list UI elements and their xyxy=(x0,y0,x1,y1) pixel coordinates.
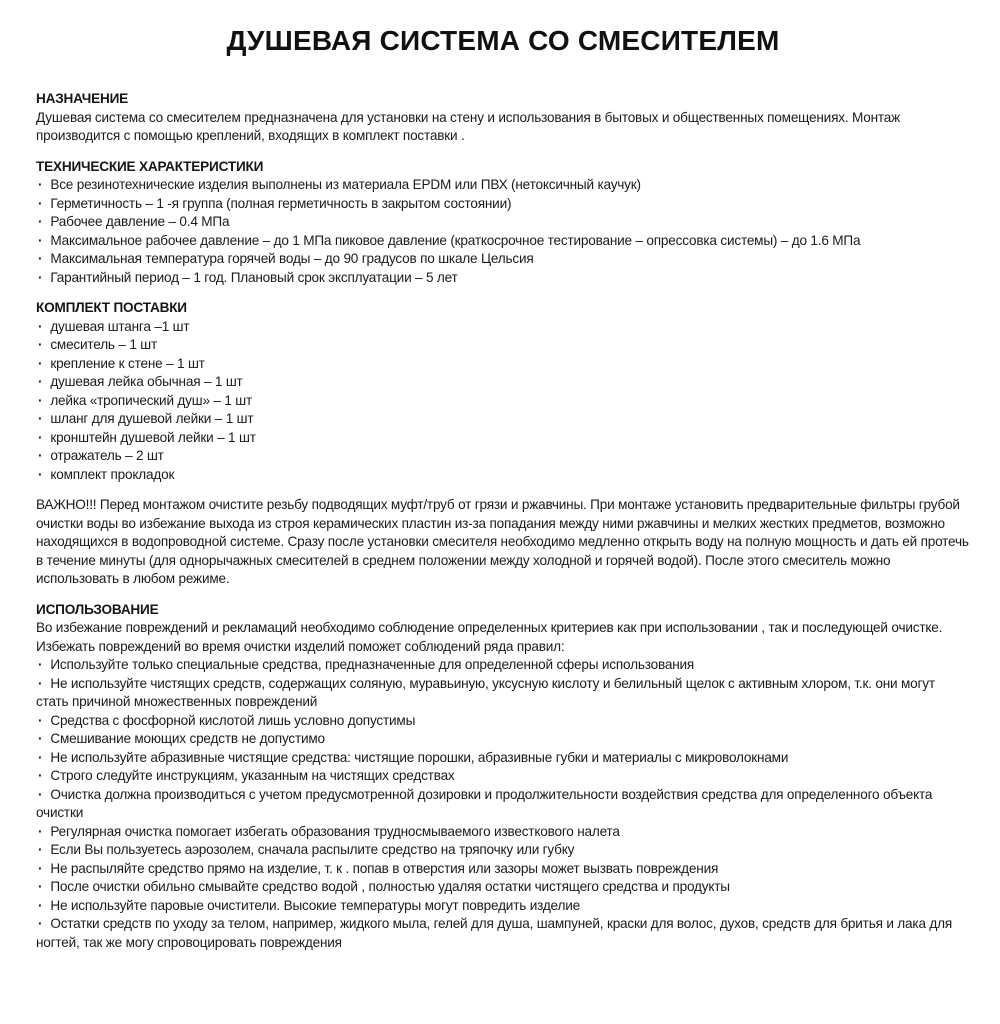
list-item xyxy=(36,447,970,466)
bullet-icon: · xyxy=(38,897,43,913)
bullet-icon: · xyxy=(38,429,43,445)
list-item-text: кронштейн душевой лейки – 1 шт xyxy=(50,429,256,445)
bullet-icon: · xyxy=(38,214,43,229)
bullet-icon: · xyxy=(38,466,43,482)
list-item-text: Не используйте абразивные чистящие средства: чистящие порошки, абразивные губки и материалы с микроволокнами xyxy=(50,749,789,765)
list-item-text: Строго следуйте инструкциям, указанным на чистящих средствах xyxy=(50,768,455,783)
bullet-icon: · xyxy=(38,879,43,894)
page-title: ДУШЕВАЯ СИСТЕМА СО СМЕСИТЕЛЕМ xyxy=(226,25,780,56)
important-text: ВАЖНО!!! Перед монтажом очистите резьбу подводящих муфт/труб от грязи и ржавчины. При монтаже установить предварительные фильтры грубой очистки воды во избежание выхода из строя керамических пластин из-за попадания между ними ржавчины и мелких жестких предметов, возможно находящихся в водопроводной системе. Сразу после установки смесителя необходимо медленно открыть воду на полную мощность и дать ей протечь в течение минуты (для однорычажных смесителей в среднем положении между холодной и горячей водой). После этого смеситель можно использовать в любом режиме. xyxy=(36,497,969,586)
list-item-text: Остатки средств по уходу за телом, например, жидкого мыла, гелей для душа, шампуней, краски для волос, духов, средств для бритья и лака для ногтей, так же могу спровоцировать повреждения xyxy=(36,916,952,950)
list-item xyxy=(36,878,970,897)
usage-heading: ИСПОЛЬЗОВАНИЕ xyxy=(36,601,159,617)
section-specs xyxy=(36,158,970,288)
list-item xyxy=(36,730,970,749)
list-item-text: комплект прокладок xyxy=(50,466,175,482)
list-item-text: После очистки обильно смывайте средство водой , полностью удаляя остатки чистящего средства и продукты xyxy=(50,879,730,894)
bullet-icon: · xyxy=(38,786,43,802)
bullet-icon: · xyxy=(38,411,43,426)
list-item-text: Смешивание моющих средств не допустимо xyxy=(50,731,325,746)
bullet-icon: · xyxy=(38,232,43,248)
list-item-text: Регулярная очистка помогает избегать образования трудносмываемого известкового налета xyxy=(50,823,620,839)
usage-intro: Во избежание повреждений и рекламаций необходимо соблюдение определенных критериев как при использовании , так и последующей очистке. Избежать повреждений во время очистки изделий поможет соблюдений ряда правил: xyxy=(36,620,943,654)
package-heading: КОМПЛЕКТ ПОСТАВКИ xyxy=(36,300,187,315)
section-usage xyxy=(36,601,970,953)
list-item xyxy=(36,373,970,392)
list-item-text: душевая штанга –1 шт xyxy=(50,318,190,334)
list-item-text: Средства с фосфорной кислотой лишь условно допустимы xyxy=(50,712,416,728)
specs-heading: ТЕХНИЧЕСКИЕ ХАРАКТЕРИСТИКИ xyxy=(36,158,264,174)
list-item-text: Гарантийный период – 1 год. Плановый срок эксплуатации – 5 лет xyxy=(50,269,458,285)
list-item-text: крепление к стене – 1 шт xyxy=(50,355,205,371)
bullet-icon: · xyxy=(38,374,43,389)
section-package xyxy=(36,299,970,484)
list-item xyxy=(36,767,970,786)
list-item xyxy=(36,656,970,675)
list-item xyxy=(36,749,970,768)
list-item-text: Максимальная температура горячей воды – до 90 градусов по шкале Цельсия xyxy=(50,251,534,266)
list-item-text: шланг для душевой лейки – 1 шт xyxy=(50,411,254,426)
list-item-text: Герметичность – 1 -я группа (полная герметичность в закрытом состоянии) xyxy=(50,195,512,211)
purpose-heading: НАЗНАЧЕНИЕ xyxy=(36,91,129,106)
section-important xyxy=(36,496,970,589)
list-item-text: отражатель – 2 шт xyxy=(50,448,164,463)
list-item-text: смеситель – 1 шт xyxy=(50,337,157,352)
list-item xyxy=(36,410,970,429)
list-item xyxy=(36,318,970,337)
list-item-text: Не используйте паровые очистители. Высокие температуры могут повредить изделие xyxy=(50,897,580,913)
bullet-icon: · xyxy=(38,269,43,285)
list-item xyxy=(36,466,970,485)
list-item xyxy=(36,269,970,288)
list-item xyxy=(36,392,970,411)
list-item-text: Очистка должна производиться с учетом предусмотренной дозировки и продолжительности воздействия средства для определенного объекта очистки xyxy=(36,786,933,820)
list-item-text: Максимальное рабочее давление – до 1 МПа пиковое давление (краткосрочное тестирование – опрессовка системы) – до 1.6 МПа xyxy=(50,232,861,248)
bullet-icon: · xyxy=(38,675,43,691)
list-item xyxy=(36,195,970,214)
bullet-icon: · xyxy=(38,448,43,463)
list-item-text: лейка «тропический душ» – 1 шт xyxy=(50,392,252,408)
list-item xyxy=(36,232,970,251)
list-item xyxy=(36,823,970,842)
list-item xyxy=(36,213,970,232)
bullet-icon: · xyxy=(38,749,43,765)
list-item xyxy=(36,250,970,269)
list-item xyxy=(36,675,970,712)
bullet-icon: · xyxy=(38,337,43,352)
list-item xyxy=(36,786,970,823)
list-item-text: Используйте только специальные средства, предназначенные для определенной сферы использования xyxy=(50,657,695,672)
purpose-text: Душевая система со смесителем предназначена для установки на стену и использования в бытовых и общественных помещениях. Монтаж производится с помощью креплений, входящих в комплект поставки . xyxy=(36,109,901,143)
list-item xyxy=(36,915,970,952)
list-item xyxy=(36,355,970,374)
bullet-icon: · xyxy=(38,355,43,371)
bullet-icon: · xyxy=(38,823,43,839)
bullet-icon: · xyxy=(38,251,43,266)
bullet-icon: · xyxy=(38,392,43,408)
document-page xyxy=(0,24,1000,1024)
list-item-text: Все резинотехнические изделия выполнены из материала EPDM или ПВХ (нетоксичный каучук) xyxy=(50,177,641,192)
list-item-text: Рабочее давление – 0.4 МПа xyxy=(50,214,230,229)
list-item-text: Если Вы пользуетесь аэрозолем, сначала распылите средство на тряпочку или губку xyxy=(50,842,575,857)
list-item xyxy=(36,841,970,860)
bullet-icon: · xyxy=(38,916,43,931)
list-item xyxy=(36,897,970,916)
list-item xyxy=(36,429,970,448)
bullet-icon: · xyxy=(38,860,43,876)
bullet-icon: · xyxy=(38,712,43,728)
list-item xyxy=(36,176,970,195)
bullet-icon: · xyxy=(38,195,43,211)
list-item xyxy=(36,336,970,355)
bullet-icon: · xyxy=(38,657,43,672)
list-item-text: Не используйте чистящих средств, содержащих соляную, муравьиную, уксусную кислоту и белильный щелок с активным хлором, т.к. они могут стать причиной множественных повреждений xyxy=(36,675,935,709)
bullet-icon: · xyxy=(38,731,43,746)
bullet-icon: · xyxy=(38,842,43,857)
list-item-text: Не распыляйте средство прямо на изделие, т. к . попав в отверстия или зазоры может вызвать повреждения xyxy=(50,860,719,876)
list-item-text: душевая лейка обычная – 1 шт xyxy=(50,374,243,389)
bullet-icon: · xyxy=(38,318,43,334)
bullet-icon: · xyxy=(38,768,43,783)
section-purpose xyxy=(36,90,970,146)
list-item xyxy=(36,712,970,731)
bullet-icon: · xyxy=(38,177,43,192)
list-item xyxy=(36,860,970,879)
